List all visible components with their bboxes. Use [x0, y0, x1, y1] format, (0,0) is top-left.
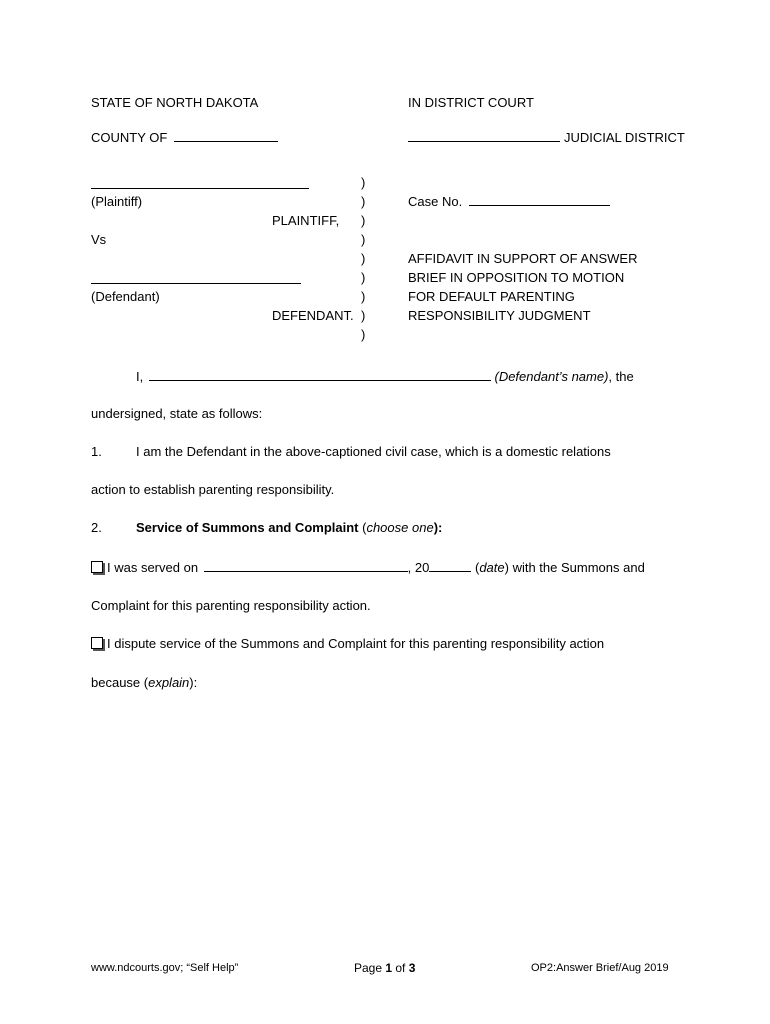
footer-form-id: OP2:Answer Brief/Aug 2019	[531, 962, 669, 974]
case-number-label: Case No.	[408, 194, 463, 209]
item-2-heading	[136, 520, 442, 535]
district-field	[408, 130, 685, 145]
caption-paren: )	[361, 289, 366, 304]
document-title-line: RESPONSIBILITY JUDGMENT	[408, 308, 591, 323]
item-2-open: (	[358, 520, 367, 535]
county-field	[91, 130, 278, 145]
because-post: ):	[189, 675, 198, 690]
dispute-label: I dispute service of the Summons and Complaint for this parenting responsibility action	[107, 636, 605, 651]
item-1-continuation: action to establish parenting responsibility.	[91, 482, 335, 497]
case-number-blank[interactable]	[469, 205, 610, 206]
page-current: 1	[385, 961, 393, 975]
court-heading: IN DISTRICT COURT	[408, 95, 534, 110]
served-date-hint: date	[479, 560, 505, 575]
because-explain: explain	[148, 675, 190, 690]
item-1-number: 1.	[91, 444, 102, 459]
plaintiff-role: PLAINTIFF,	[272, 213, 340, 228]
defendant-label: (Defendant)	[91, 289, 160, 304]
served-option: I was served on , 20 (date) with the Summons and	[91, 560, 645, 575]
document-title-line: AFFIDAVIT IN SUPPORT OF ANSWER	[408, 251, 638, 266]
item-2-close: ):	[433, 520, 443, 535]
intro-i: I,	[136, 369, 144, 384]
page-word: Page	[354, 961, 386, 975]
served-continuation: Complaint for this parenting responsibility action.	[91, 598, 371, 613]
intro-line	[136, 369, 634, 384]
document-title-line: BRIEF IN OPPOSITION TO MOTION	[408, 270, 625, 285]
served-label: I was served on	[107, 560, 199, 575]
served-date-blank[interactable]	[204, 571, 408, 572]
defendant-name-blank[interactable]	[91, 283, 301, 284]
document-title-line: FOR DEFAULT PARENTING	[408, 289, 575, 304]
case-number-field	[408, 194, 610, 209]
dispute-option	[91, 636, 604, 651]
page-total: 3	[408, 961, 416, 975]
defendant-name-hint: (Defendant’s name)	[494, 369, 609, 384]
item-2-number: 2.	[91, 520, 102, 535]
served-post: ) with the Summons and	[504, 560, 645, 575]
caption-paren: )	[361, 270, 366, 285]
vs-label: Vs	[91, 232, 107, 247]
district-blank[interactable]	[408, 141, 560, 142]
district-label: JUDICIAL DISTRICT	[564, 130, 685, 145]
page-of: of	[392, 961, 409, 975]
intro-the: , the	[608, 369, 634, 384]
served-year-blank[interactable]	[429, 571, 471, 572]
served-checkbox[interactable]	[91, 561, 103, 573]
served-comma: , 20	[407, 560, 430, 575]
caption-paren: )	[361, 213, 366, 228]
caption-paren: )	[361, 232, 366, 247]
caption-paren: )	[361, 175, 366, 190]
item-2-choose: choose one	[366, 520, 434, 535]
county-blank[interactable]	[174, 141, 278, 142]
defendant-role: DEFENDANT.	[272, 308, 354, 323]
item-1-text: I am the Defendant in the above-captioned civil case, which is a domestic relations	[136, 444, 611, 459]
caption-paren: )	[361, 327, 366, 342]
because-line	[91, 675, 197, 690]
item-2-title: Service of Summons and Complaint	[136, 520, 359, 535]
because-pre: because (	[91, 675, 149, 690]
state-heading: STATE OF NORTH DAKOTA	[91, 95, 259, 110]
footer-page-number	[354, 961, 415, 975]
caption-paren: )	[361, 308, 366, 323]
county-label: COUNTY OF	[91, 130, 168, 145]
dispute-checkbox[interactable]	[91, 637, 103, 649]
plaintiff-name-blank[interactable]	[91, 188, 309, 189]
caption-paren: )	[361, 194, 366, 209]
footer-website: www.ndcourts.gov; “Self Help”	[91, 962, 239, 974]
caption-paren: )	[361, 251, 366, 266]
defendant-name-input[interactable]	[149, 380, 491, 381]
plaintiff-label: (Plaintiff)	[91, 194, 143, 209]
intro-continuation: undersigned, state as follows:	[91, 406, 263, 421]
